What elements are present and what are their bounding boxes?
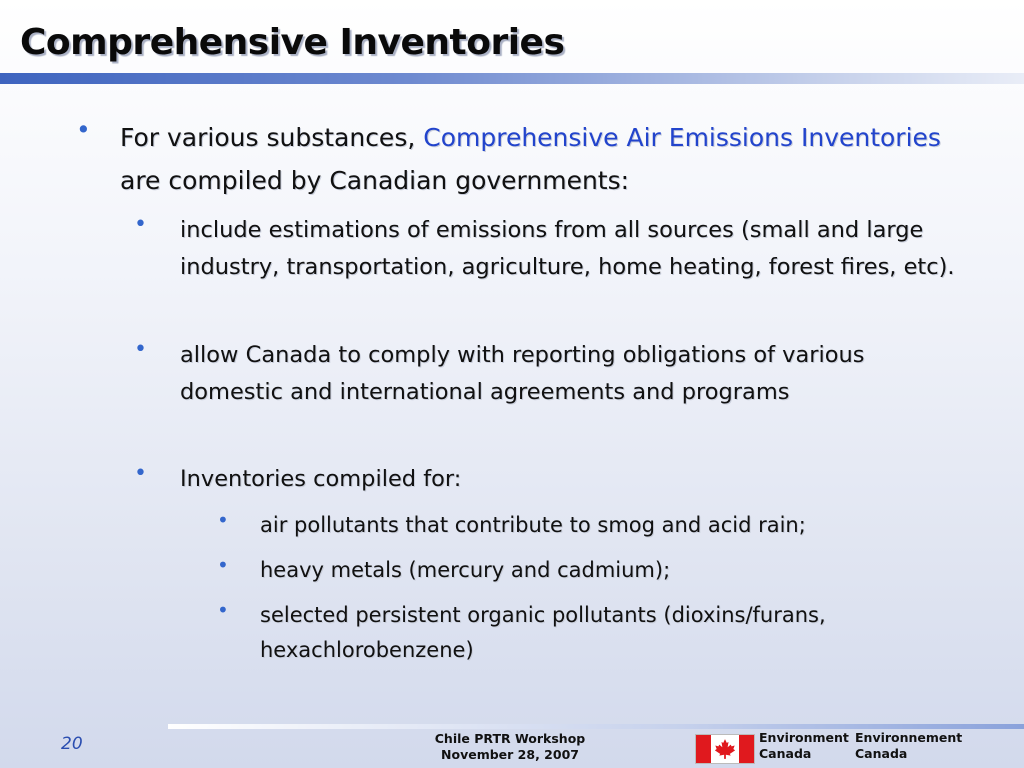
event-date: November 28, 2007 (441, 747, 579, 762)
bullet-level1 (120, 116, 960, 202)
sub-bullet: Inventories compiled for: (180, 466, 462, 492)
event-title: Chile PRTR Workshop (434, 731, 586, 746)
bullet-text-prefix: For various substances, (120, 123, 424, 152)
bullet-marker: • (217, 553, 229, 577)
bullet-marker: • (76, 115, 91, 144)
canada-flag-icon (695, 734, 755, 764)
sub-sub-bullet: heavy metals (mercury and cadmium); (260, 558, 671, 582)
highlighted-term: Comprehensive Air Emissions Inventories (423, 123, 941, 152)
event-info (420, 731, 600, 763)
bullet-marker: • (134, 461, 147, 486)
department-name-english: Environment Canada (759, 730, 849, 761)
title-underline-bar (0, 73, 1024, 84)
bullet-marker: • (134, 212, 147, 237)
page-number: 20 (61, 734, 83, 754)
department-name-french: Environnement Canada (855, 730, 963, 761)
bullet-marker: • (217, 508, 229, 532)
bullet-marker: • (134, 337, 147, 362)
bullet-marker: • (217, 598, 229, 622)
slide-title: Comprehensive Inventories (20, 22, 565, 63)
footer-rule (168, 724, 1024, 729)
sub-bullet: include estimations of emissions from all sources (small and large industry, transportation, agriculture, home heating, forest fires, etc). (180, 217, 955, 280)
sub-sub-bullet: selected persistent organic pollutants (dioxins/furans, hexachlorobenzene) (260, 603, 826, 662)
sub-bullet: allow Canada to comply with reporting obligations of various domestic and international agreements and programs (180, 342, 865, 405)
bullet-text-suffix: are compiled by Canadian governments: (120, 166, 630, 195)
sub-sub-bullet: air pollutants that contribute to smog and acid rain; (260, 513, 806, 537)
